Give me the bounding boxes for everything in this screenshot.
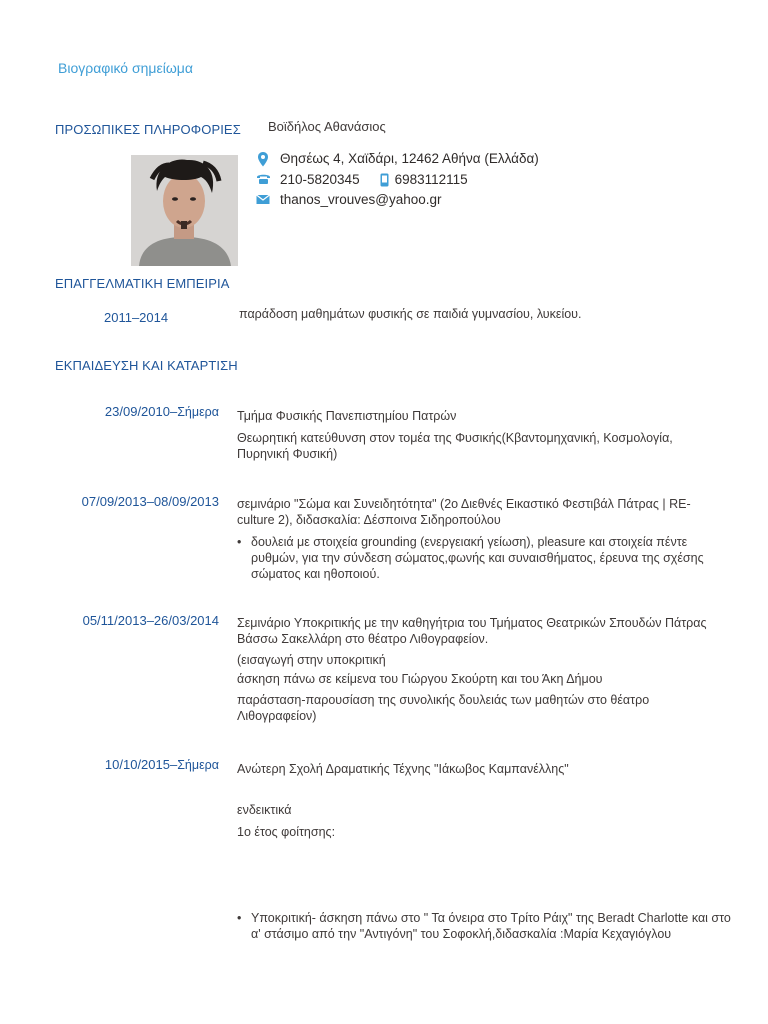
education-title-2: σεμινάριο "Σώμα και Συνειδητότητα" (2ο Διεθνές Εικαστικό Φεστιβάλ Πάτρας | RE-culture 2), διδασκαλία: Δέσποινα Σιδηροπούλου: [237, 497, 691, 527]
person-name: Βοϊδήλος Αθανάσιος: [268, 119, 386, 134]
education-title-1: Τμήμα Φυσικής Πανεπιστημίου Πατρών: [237, 409, 457, 423]
education-detail-3a: (εισαγωγή στην υποκριτική: [237, 653, 386, 667]
education-detail-3b: άσκηση πάνω σε κείμενα του Γιώργου Σκούρτη και του Άκη Δήμου: [237, 672, 603, 686]
education-date-3: 05/11/2013–26/03/2014: [82, 613, 219, 628]
education-detail-3c: παράσταση-παρουσίαση της συνολικής δουλειάς των μαθητών στο θέατρο Λιθογραφείον): [237, 693, 650, 723]
experience-description: παράδοση μαθημάτων φυσικής σε παιδιά γυμνασίου, λυκείου.: [239, 307, 582, 321]
education-detail-4b: 1ο έτος φοίτησης:: [237, 825, 336, 839]
profile-photo: [131, 155, 238, 266]
email-row: [256, 192, 442, 207]
address-text: Θησέως 4, Χαϊδάρι, 12462 Αθήνα (Ελλάδα): [280, 151, 539, 166]
education-detail-1: Θεωρητική κατεύθυνση στον τομέα της Φυσικής(Κβαντομηχανική, Κοσμολογία, Πυρηνική Φυσική): [237, 431, 673, 461]
experience-date: 2011–2014: [104, 310, 169, 325]
location-pin-icon: [256, 152, 271, 166]
mobile-text: 6983112115: [394, 172, 468, 187]
education-date-2: 07/09/2013–08/09/2013: [81, 494, 219, 509]
phone-text: 210-5820345: [280, 172, 360, 187]
phone-icon: [256, 173, 271, 187]
personal-info-heading: ΠΡΟΣΩΠΙΚΕΣ ΠΛΗΡΟΦΟΡΙΕΣ: [55, 122, 241, 137]
phone-row: [256, 172, 468, 187]
document-title: Βιογραφικό σημείωμα: [58, 60, 193, 76]
education-heading: ΕΚΠΑΙΔΕΥΣΗ ΚΑΙ ΚΑΤΑΡΤΙΣΗ: [55, 358, 238, 373]
mobile-phone-icon: [380, 173, 389, 187]
education-title-4: Ανώτερη Σχολή Δραματικής Τέχνης "Ιάκωβος Καμπανέλλης": [237, 762, 569, 776]
experience-heading: ΕΠΑΓΓΕΛΜΑΤΙΚΗ ΕΜΠΕΙΡΙΑ: [55, 276, 230, 291]
education-bullet-4: • Υποκριτική- άσκηση πάνω στο " Τα όνειρα στο Τρίτο Ράιχ" της Beradt Charlotte και στο α' στάσιμο από την "Αντιγόνη" του Σοφοκλή,διδασκαλία :Μαρία Κεχαγιόγλου: [237, 910, 736, 942]
education-date-1: 23/09/2010–Σήμερα: [104, 404, 219, 419]
education-detail-4a: ενδεικτικά: [237, 803, 292, 817]
email-text: thanos_vrouves@yahoo.gr: [280, 192, 442, 207]
education-date-4: 10/10/2015–Σήμερα: [104, 757, 219, 772]
education-title-3: Σεμινάριο Υποκριτικής με την καθηγήτρια του Τμήματος Θεατρικών Σπουδών Πάτρας Βάσσω Σακελλάρη στο θέατρο Λιθογραφείον.: [237, 616, 707, 646]
address-row: [256, 151, 539, 166]
education-bullet-2: • δουλειά με στοιχεία grounding (ενεργειακή γείωση), pleasure και στοιχεία πέντε ρυθμών, για την σύνδεση σώματος,φωνής και συναισθήματος, έρευνα της σχέσης σώματος και ηθοποιού.: [237, 534, 721, 582]
email-icon: [256, 193, 271, 207]
